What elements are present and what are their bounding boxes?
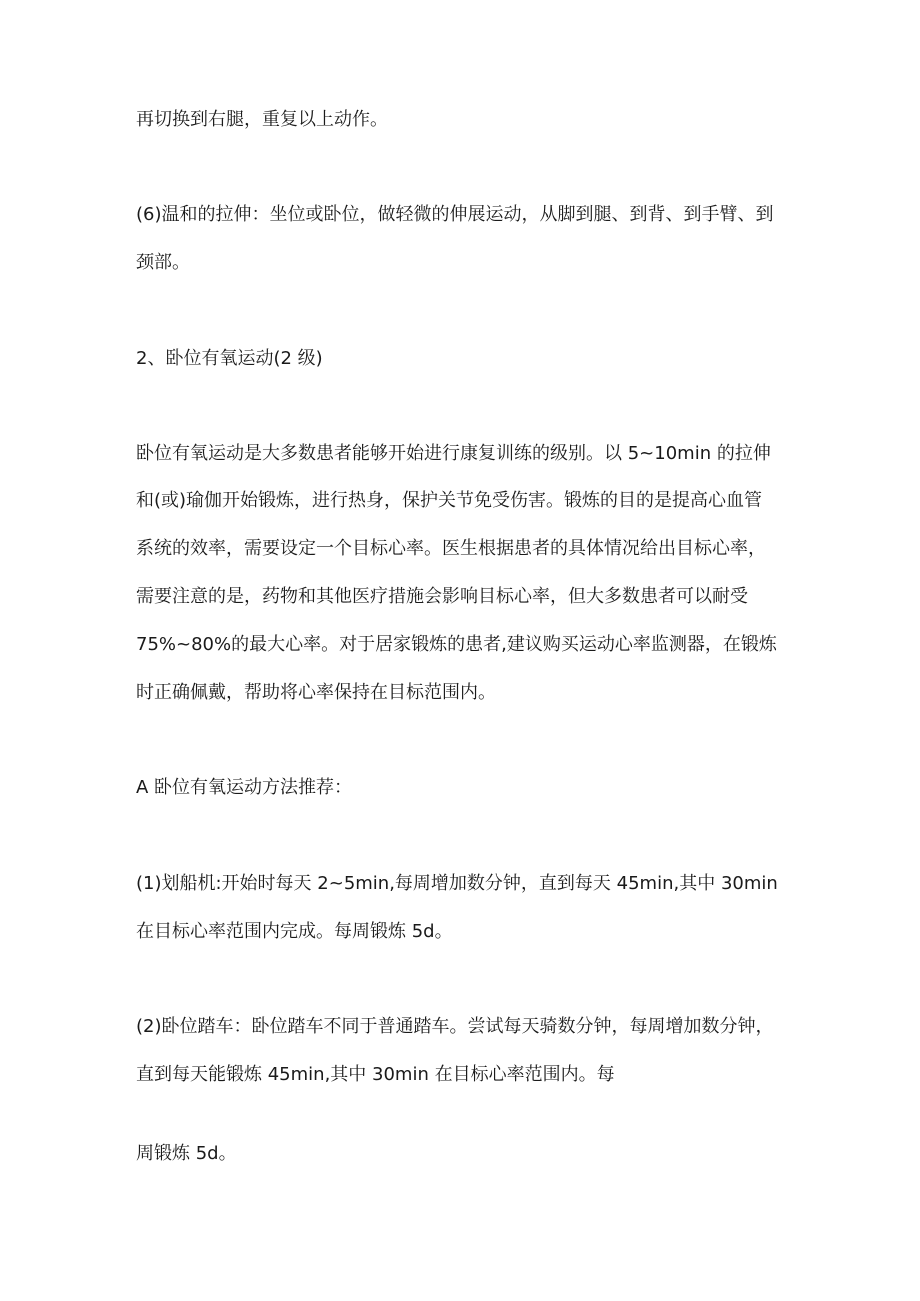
paragraph-line: (2)卧位踏车：卧位踏车不同于普通踏车。尝试每天骑数分钟，每周增加数分钟， <box>136 1016 774 1037</box>
subsection-heading: A 卧位有氧运动方法推荐： <box>136 777 353 798</box>
paragraph-line: 周锻炼 5d。 <box>136 1143 237 1164</box>
paragraph-line: 卧位有氧运动是大多数患者能够开始进行康复训练的级别。以 5~10min 的拉伸 <box>136 443 771 464</box>
paragraph-line: 在目标心率范围内完成。每周锻炼 5d。 <box>136 921 453 942</box>
paragraph-line: 时正确佩戴，帮助将心率保持在目标范围内。 <box>136 682 496 703</box>
paragraph-line: (1)划船机:开始时每天 2~5min,每周增加数分钟，直到每天 45min,其中 30min <box>136 873 778 894</box>
section-heading: 2、卧位有氧运动(2 级) <box>136 348 323 369</box>
paragraph-line: 和(或)瑜伽开始锻炼，进行热身，保护关节免受伤害。锻炼的目的是提高心血管 <box>136 490 763 511</box>
paragraph-line: (6)温和的拉伸：坐位或卧位，做轻微的伸展运动，从脚到腿、到背、到手臂、到 <box>136 204 774 225</box>
paragraph-line: 需要注意的是，药物和其他医疗措施会影响目标心率，但大多数患者可以耐受 <box>136 586 748 607</box>
paragraph-line: 颈部。 <box>136 252 190 273</box>
paragraph-line: 再切换到右腿，重复以上动作。 <box>136 109 388 130</box>
paragraph-line: 75%~80%的最大心率。对于居家锻炼的患者,建议购买运动心率监测器，在锻炼 <box>136 634 777 655</box>
paragraph-line: 系统的效率，需要设定一个目标心率。医生根据患者的具体情况给出目标心率， <box>136 538 766 559</box>
paragraph-line: 直到每天能锻炼 45min,其中 30min 在目标心率范围内。每 <box>136 1064 615 1085</box>
